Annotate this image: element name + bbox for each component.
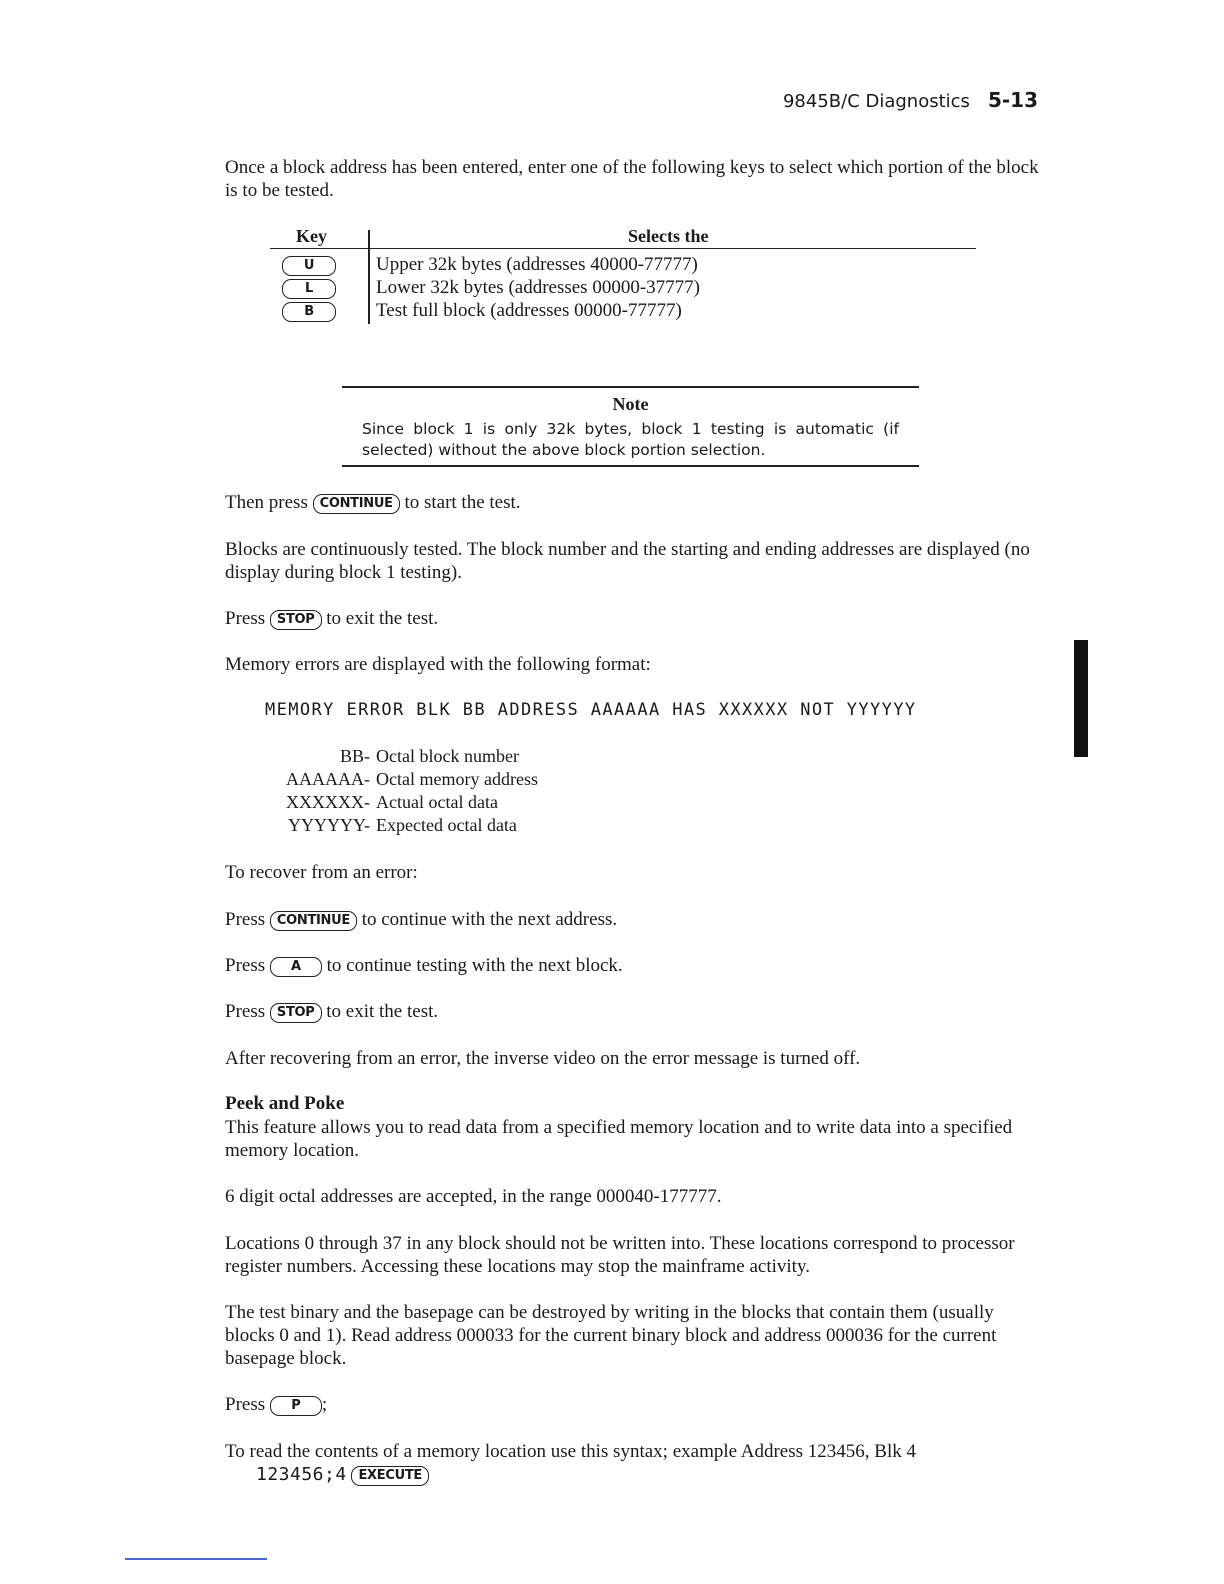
text: Press [225,1394,266,1415]
execute-key-icon: EXECUTE [351,1466,429,1486]
legend-def: Octal memory address [376,769,538,789]
legend-row [240,815,660,838]
example-code: 123456;4 [256,1464,347,1485]
key-l-icon: L [282,279,336,299]
key-selection-table [270,226,976,321]
text: Press [225,955,266,976]
text: to continue with the next address. [361,909,618,930]
legend-term: YYYYYY- [288,815,370,835]
change-bar [1074,640,1088,757]
memory-errors-intro: Memory errors are displayed with the following format: [225,654,651,675]
press-p-line [225,1393,1040,1416]
blocks-tested-paragraph: Blocks are continuously tested. The block number and the starting and ending addresses are displayed (no display during block 1 testing). [225,539,1030,583]
recover-intro: To recover from an error: [225,862,418,883]
text: Press [225,1001,266,1022]
error-format-line: MEMORY ERROR BLK BB ADDRESS AAAAAA HAS XXXXXX NOT YYYYYY [265,700,917,720]
legend-term: AAAAAA- [286,769,370,789]
header-title: 9845B/C Diagnostics [782,91,970,112]
press-stop-line [225,607,1040,630]
note-title: Note [612,394,649,414]
text: Then press [225,492,308,513]
legend-row [240,769,660,792]
legend-term: BB- [339,746,370,766]
table-row [270,254,976,277]
key-u-icon: U [282,256,336,276]
legend-row [240,792,660,815]
text: to start the test. [404,492,521,513]
text: to exit the test. [326,608,439,629]
legend-def: Octal block number [376,746,519,766]
after-recover-paragraph: After recovering from an error, the inverse video on the error message is turned off. [225,1048,861,1069]
note-box [342,386,919,467]
continue-key-icon: CONTINUE [270,911,357,931]
note-text: Since block 1 is only 32k bytes, block 1 testing is automatic (if selected) without the above block portion selection. [362,420,899,459]
legend-def: Expected octal data [376,815,517,835]
peek-poke-p2: 6 digit octal addresses are accepted, in the range 000040-177777. [225,1186,722,1207]
peek-poke-p3: Locations 0 through 37 in any block should not be written into. These locations correspond to processor register numbers. Accessing these locations may stop the mainframe activity. [225,1233,1015,1277]
peek-poke-p1: This feature allows you to read data from a specified memory location and to write data into a specified memory location. [225,1117,1013,1161]
table-header [270,226,976,249]
error-legend [240,746,660,838]
legend-row [240,746,660,769]
peek-poke-p4: The test binary and the basepage can be destroyed by writing in the blocks that contain them (usually blocks 0 and 1). Read address 000033 for the current binary block and address 000036 for the current basepage block. [225,1302,997,1369]
peek-poke-heading: Peek and Poke [225,1093,345,1114]
intro-paragraph: Once a block address has been entered, enter one of the following keys to select which portion of the block is to be tested. [225,157,1039,201]
then-press-line [225,491,1040,514]
text: ; [321,1394,328,1415]
row-description: Lower 32k bytes (addresses 00000-37777) [376,277,700,298]
continue-key-icon: CONTINUE [313,494,400,514]
stop-key-icon: STOP [270,610,322,630]
a-key-icon: A [270,957,322,977]
legend-term: XXXXXX- [286,792,370,812]
text: to exit the test. [326,1001,439,1022]
stop-key-icon: STOP [270,1003,322,1023]
p-key-icon: P [270,1396,322,1416]
table-row [270,300,976,323]
row-description: Test full block (addresses 00000-77777) [376,300,682,321]
text: Press [225,608,266,629]
row-description: Upper 32k bytes (addresses 40000-77777) [376,254,698,275]
press-a-line [225,954,1040,977]
press-continue-line [225,908,1040,931]
example-code-line [256,1464,429,1486]
table-row [270,277,976,300]
key-b-icon: B [282,302,336,322]
read-syntax-paragraph: To read the contents of a memory location use this syntax; example Address 123456, Blk 4 [225,1441,916,1462]
text: Press [225,909,266,930]
page-number: 5-13 [987,88,1038,112]
text: to continue testing with the next block. [326,955,623,976]
footer-rule [125,1558,267,1560]
page-header [783,88,1038,112]
column-header-key: Key [296,226,327,246]
press-stop-line-2 [225,1000,1040,1023]
legend-def: Actual octal data [376,792,498,812]
column-header-selects: Selects the [628,226,709,246]
